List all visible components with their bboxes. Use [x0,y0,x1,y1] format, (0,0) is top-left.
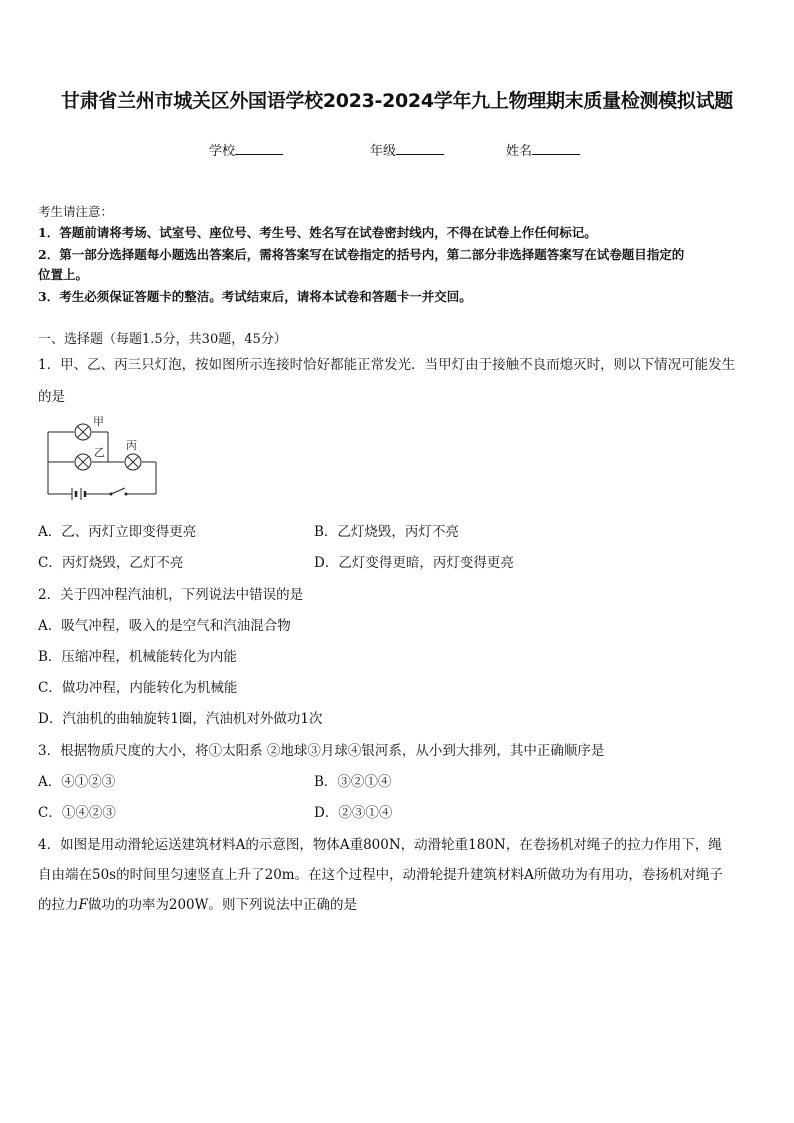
lamp-yi [75,454,91,470]
q1-option-b: B．乙灯烧毁，丙灯不亮 [314,524,459,540]
circuit-diagram [40,412,165,504]
q4-line3-post: 做功的功率为200W。则下列说法中正确的是 [87,897,358,913]
q2-option-a: A．吸气冲程，吸入的是空气和汽油混合物 [38,618,291,634]
school-field [209,140,283,159]
q1-option-a: A．乙、丙灯立即变得更亮 [38,524,197,540]
notice-item-2: 2．第一部分选择题每小题选出答案后，需将答案写在试卷指定的括号内，第二部分非选择题答案写在试卷题目指定的 [38,247,685,262]
q3-stem: 3．根据物质尺度的大小，将①太阳系 ②地球③月球④银河系，从小到大排列，其中正确顺序是 [38,743,605,759]
q3-option-a: A．④①②③ [38,774,116,790]
q1-stem-line1: 1．甲、乙、丙三只灯泡，按如图所示连接时恰好都能正常发光．当甲灯由于接触不良而熄灭时，则以下情况可能发生 [38,357,736,373]
grade-label: 年级 [370,144,397,159]
q4-line3-pre: 的拉力 [38,897,79,913]
q2-option-c: C．做功冲程，内能转化为机械能 [38,680,238,696]
notice-item-2-cont: 位置上。 [38,267,89,282]
q4-stem-line2: 自由端在50s的时间里匀速竖直上升了20m。在这个过程中，动滑轮提升建筑材料A所做功为有用功，卷扬机对绳子 [38,867,723,883]
lamp-jia [75,424,91,440]
q4-stem-line1: 4．如图是用动滑轮运送建筑材料A的示意图，物体A重800N，动滑轮重180N，在卷扬机对绳子的拉力作用下，绳 [38,837,722,853]
notice-item-1: 1．答题前请将考场、试室号、座位号、考生号、姓名写在试卷密封线内，不得在试卷上作任何标记。 [38,225,597,240]
lamp-bing-label: 丙 [126,439,137,452]
page-title: 甘肃省兰州市城关区外国语学校2023-2024学年九上物理期末质量检测模拟试题 [61,90,733,112]
school-blank [235,142,283,155]
school-label: 学校 [209,144,236,159]
notice-item-3: 3．考生必须保证答题卡的整洁。考试结束后，请将本试卷和答题卡一并交回。 [38,289,472,304]
name-blank [532,142,580,155]
q2-option-b: B．压缩冲程，机械能转化为内能 [38,649,237,665]
q2-option-d: D．汽油机的曲轴旋转1圈，汽油机对外做功1次 [38,711,323,727]
grade-blank [396,142,444,155]
q1-option-d: D．乙灯变得更暗，丙灯变得更亮 [314,555,514,571]
lamp-yi-label: 乙 [94,446,105,459]
q1-stem-line2: 的是 [38,389,65,405]
name-label: 姓名 [506,144,533,159]
grade-field [370,140,444,159]
q3-option-b: B．③②①④ [314,774,392,790]
q3-option-c: C．①④②③ [38,805,116,821]
q3-option-d: D．②③①④ [314,805,393,821]
battery-icon [72,488,85,500]
lamp-jia-label: 甲 [93,415,104,428]
q1-option-c: C．丙灯烧毁，乙灯不亮 [38,555,184,571]
q4-force-var: F [78,897,88,913]
name-field [506,140,580,159]
notice-heading: 考生请注意： [38,204,114,219]
switch-icon [110,488,128,496]
section-heading: 一、选择题（每题1.5分，共30题，45分） [38,332,287,347]
q2-stem: 2．关于四冲程汽油机，下列说法中错误的是 [38,587,304,603]
lamp-bing [125,454,141,470]
q4-stem-line3 [38,893,357,913]
